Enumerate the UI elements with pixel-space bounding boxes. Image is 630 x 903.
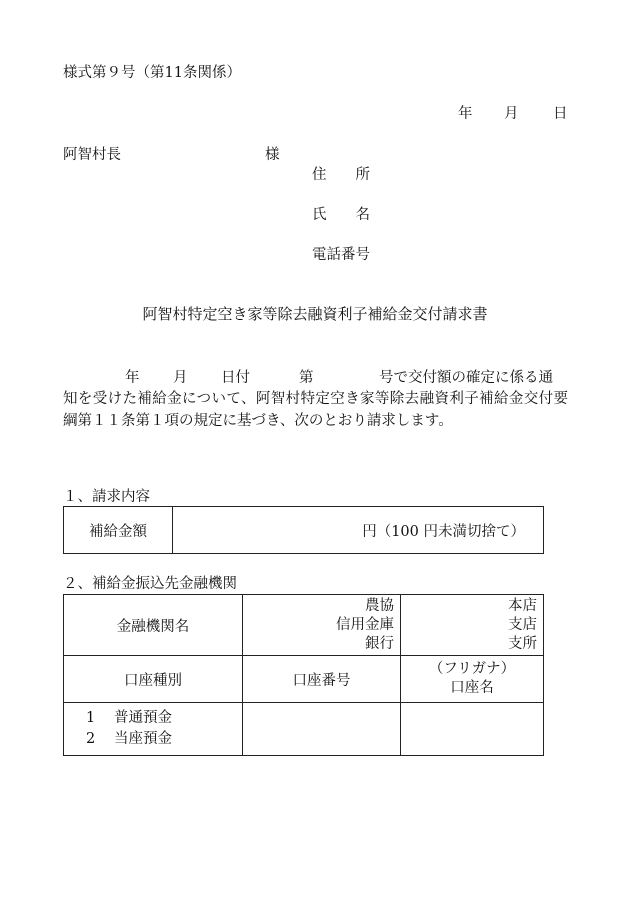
body-number-prefix: 第 [299,370,314,386]
account-name-label: 口座名 [450,680,494,696]
branch-type-cell[interactable] [401,595,544,656]
date-month-label: 月 [504,106,519,122]
type-agri-coop: 農協 [365,597,394,614]
date-year-label: 年 [458,106,473,122]
claim-table [63,506,544,554]
date-day-label: 日 [553,106,568,122]
body-line1-tail: 号で交付額の確定に係る通 [379,370,553,386]
bank-table [63,594,544,756]
form-number: 様式第９号（第11条関係） [63,65,241,81]
furigana-label: （フリガナ） [428,661,516,677]
section1-heading: １、請求内容 [63,489,150,505]
account-type-options[interactable] [64,703,243,756]
account-number-label: 口座番号 [243,656,401,703]
body-month: 月 [173,370,188,386]
phone-label: 電話番号 [312,247,370,263]
account-option-current[interactable] [86,729,242,750]
address-label: 住 所 [312,167,370,183]
account-option-ordinary[interactable] [86,708,242,729]
body-day: 日付 [221,370,250,386]
body-first-line [63,366,568,388]
option-label: 普通預金 [114,710,172,726]
account-name-field[interactable] [401,703,544,756]
honorific: 様 [265,147,280,163]
branch-head-office: 本店 [508,597,537,614]
account-name-header [401,656,544,703]
document-title: 阿智村特定空き家等除去融資利子補給金交付請求書 [142,305,488,323]
type-bank: 銀行 [365,635,394,652]
name-label: 氏 名 [312,207,370,223]
option-number: 2 [86,731,96,747]
account-number-field[interactable] [243,703,401,756]
account-type-label: 口座種別 [64,656,243,703]
subsidy-amount-label: 補給金額 [64,507,173,554]
section2-heading: ２、補給金振込先金融機関 [63,576,237,592]
addressee: 阿智村長 [63,147,121,163]
branch-branch: 支店 [508,616,537,633]
body-year: 年 [125,370,140,386]
institution-name-label: 金融機関名 [64,595,243,656]
body-paragraph: 知を受けた補給金について、阿智村特定空き家等除去融資利子補給金交付要綱第１１条第１項の規定に基づき、次のとおり請求します。 [63,391,568,429]
institution-type-cell[interactable] [243,595,401,656]
option-label: 当座預金 [114,731,172,747]
branch-sub-branch: 支所 [508,635,537,652]
option-number: 1 [86,710,96,726]
subsidy-amount-field[interactable]: 円（100 円未満切捨て） [173,507,544,554]
type-credit-union: 信用金庫 [336,616,394,633]
